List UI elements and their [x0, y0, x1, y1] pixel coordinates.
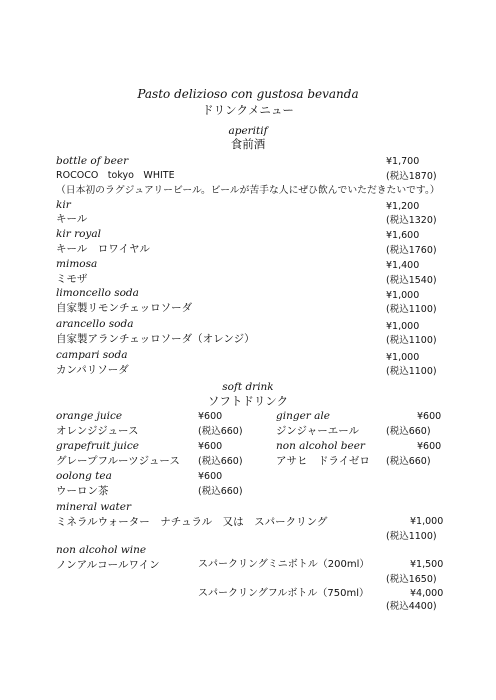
- item-name-jp: キール: [56, 213, 88, 225]
- item-name: oolong tea: [56, 470, 112, 482]
- item-name: campari soda: [56, 349, 128, 361]
- item-name: mimosa: [56, 258, 98, 270]
- item-price: ¥600: [198, 411, 223, 422]
- item-price: ¥1,000: [386, 290, 420, 301]
- item-price: ¥600: [198, 441, 223, 452]
- item-name-jp: グレープフルーツジュース: [56, 455, 180, 467]
- item-tax: (税込660): [386, 426, 431, 437]
- item-tax: (税込1320): [386, 215, 437, 226]
- item-tax: (税込1100): [386, 304, 437, 315]
- item-name-jp: 自家製アランチェッロソーダ（オレンジ）: [56, 333, 255, 345]
- item-name: limoncello soda: [56, 287, 139, 299]
- item-tax: (税込660): [386, 456, 431, 467]
- section-heading-aperitif-jp: 食前酒: [230, 137, 266, 151]
- item-tax: (税込1760): [386, 245, 437, 256]
- item-name-jp: ノンアルコールワイン: [56, 559, 160, 571]
- wine-option-label: スパークリングフルボトル（750ml）: [198, 588, 370, 599]
- wine-option-label: スパークリングミニボトル（200ml）: [198, 559, 370, 570]
- item-price: ¥1,700: [386, 156, 420, 167]
- item-name: mineral water: [56, 501, 131, 513]
- item-name-jp: アサヒ ドライゼロ: [276, 455, 370, 467]
- item-tax: (税込1650): [386, 574, 437, 585]
- item-price: ¥1,000: [410, 516, 444, 527]
- item-price: ¥1,600: [386, 230, 420, 241]
- item-name: ginger ale: [276, 410, 330, 422]
- item-name: orange juice: [56, 410, 123, 422]
- item-name-jp: カンパリソーダ: [56, 364, 129, 376]
- item-name-jp: ミネラルウォーター ナチュラル 又は スパークリング: [56, 516, 328, 528]
- item-price: ¥600: [417, 441, 442, 452]
- item-name: arancello soda: [56, 318, 134, 330]
- item-name-jp: ROCOCO tokyo WHITE: [56, 170, 175, 181]
- menu-title-japanese: ドリンクメニュー: [202, 103, 294, 117]
- item-price: ¥4,000: [410, 588, 444, 599]
- item-tax: (税込1870): [386, 171, 437, 182]
- section-heading-soft-drink-jp: ソフトドリンク: [207, 394, 289, 408]
- item-price: ¥1,000: [386, 352, 420, 363]
- item-price: ¥1,400: [386, 260, 420, 271]
- item-tax: (税込1540): [386, 275, 437, 286]
- item-name: kir royal: [56, 228, 101, 240]
- item-name-jp: 自家製リモンチェッロソーダ: [56, 302, 193, 314]
- item-price: ¥1,200: [386, 201, 420, 212]
- item-tax: (税込660): [198, 486, 243, 497]
- item-name: kir: [56, 199, 71, 211]
- item-note: （日本初のラグジュアリービール。ビールが苦手な人にぜひ飲んでいただきたいです。）: [56, 185, 440, 196]
- item-tax: (税込1100): [386, 335, 437, 346]
- menu-title-italian: Pasto delizioso con gustosa bevanda: [137, 87, 359, 101]
- item-name: non alcohol beer: [276, 440, 365, 452]
- item-tax: (税込4400): [386, 601, 437, 612]
- item-price: ¥600: [198, 471, 223, 482]
- section-heading-aperitif: aperitif: [228, 125, 268, 137]
- item-name: non alcohol wine: [56, 544, 147, 556]
- item-price: ¥600: [417, 411, 442, 422]
- item-name-jp: キール ロワイヤル: [56, 243, 150, 255]
- section-heading-soft-drink: soft drink: [222, 381, 274, 393]
- item-name-jp: ウーロン茶: [56, 485, 109, 497]
- item-name: grapefruit juice: [56, 440, 139, 452]
- item-price: ¥1,500: [410, 559, 444, 570]
- item-name-jp: ジンジャーエール: [276, 425, 360, 437]
- item-name-jp: オレンジジュース: [56, 425, 139, 437]
- item-name-jp: ミモザ: [56, 273, 88, 285]
- item-tax: (税込1100): [386, 366, 437, 377]
- item-name: bottle of beer: [56, 155, 129, 167]
- item-price: ¥1,000: [386, 321, 420, 332]
- item-tax: (税込660): [198, 456, 243, 467]
- item-tax: (税込660): [198, 426, 243, 437]
- item-tax: (税込1100): [386, 531, 437, 542]
